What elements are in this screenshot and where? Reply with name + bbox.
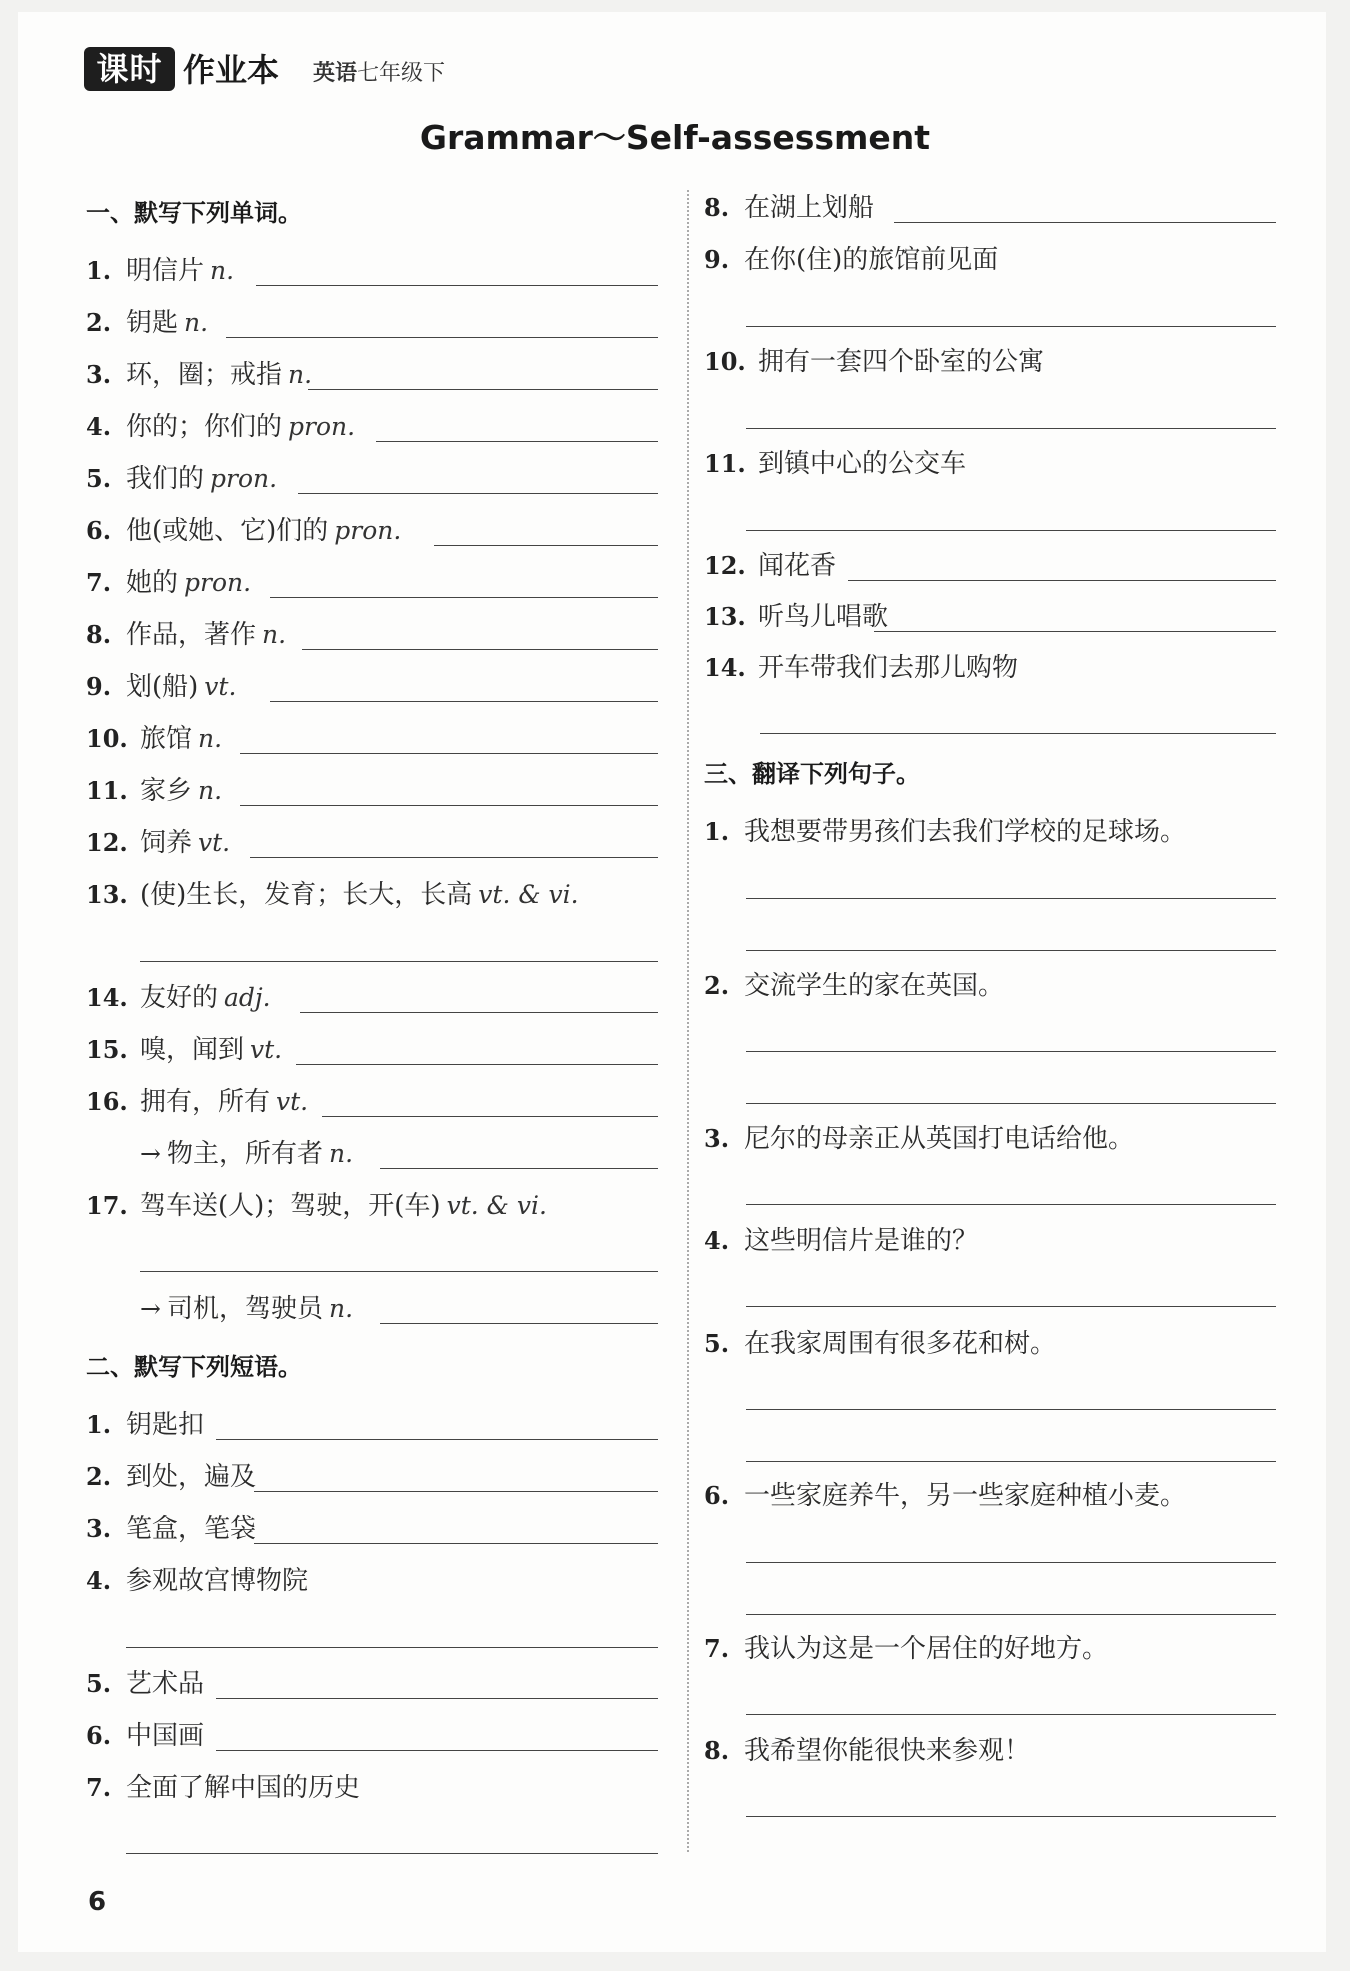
item-number: 17. — [86, 1191, 128, 1220]
sentence-item — [704, 1629, 1276, 1669]
vocab-item-derived — [86, 1289, 658, 1329]
answer-line[interactable] — [270, 701, 658, 702]
item-text: 拥有，所有 vt. — [140, 1087, 309, 1117]
item-text: 开车带我们去那儿购物 — [758, 653, 1019, 683]
vocab-item — [86, 1082, 658, 1122]
answer-line[interactable] — [308, 389, 658, 390]
item-number: 8. — [704, 193, 730, 222]
arrow-icon: → — [140, 1294, 161, 1323]
item-text: 钥匙 n. — [126, 308, 209, 338]
item-text: 你的；你们的 pron. — [126, 412, 356, 442]
answer-line[interactable] — [302, 649, 658, 650]
vocab-item — [86, 667, 658, 707]
vocab-item — [86, 875, 658, 915]
answer-line[interactable] — [434, 545, 658, 546]
answer-line[interactable] — [746, 1816, 1276, 1817]
item-text: → 司机，驾驶员 n. — [140, 1294, 354, 1324]
item-text: 旅馆 n. — [140, 724, 223, 754]
item-text: 一些家庭养牛，另一些家庭种植小麦。 — [744, 1481, 1187, 1511]
answer-line[interactable] — [216, 1750, 658, 1751]
phrase-item — [704, 444, 1276, 484]
item-number: 4. — [86, 412, 112, 441]
page-number: 6 — [88, 1887, 107, 1917]
item-text: 参观故宫博物院 — [126, 1566, 309, 1596]
phrase-item — [704, 597, 1276, 637]
item-text: 钥匙扣 — [126, 1410, 205, 1440]
item-text: 闻花香 — [758, 551, 837, 581]
item-text: 她的 pron. — [126, 568, 252, 598]
item-number: 11. — [86, 776, 128, 805]
item-number: 10. — [704, 347, 746, 376]
subject: 英语 — [313, 61, 358, 86]
phrase-item — [704, 342, 1276, 382]
item-number: 7. — [86, 1773, 112, 1802]
answer-line[interactable] — [746, 1714, 1276, 1715]
answer-line[interactable] — [240, 753, 658, 754]
item-text: 尼尔的母亲正从英国打电话给他。 — [744, 1124, 1135, 1154]
item-number: 9. — [704, 245, 730, 274]
item-number: 12. — [86, 828, 128, 857]
answer-line[interactable] — [270, 597, 658, 598]
phrase-item — [86, 1509, 658, 1549]
phrase-item — [704, 240, 1276, 280]
item-number: 14. — [704, 653, 746, 682]
answer-line[interactable] — [894, 222, 1276, 223]
logo: 课时 — [84, 47, 175, 91]
item-number: 1. — [86, 1410, 112, 1439]
answer-line[interactable] — [874, 631, 1276, 632]
answer-line[interactable] — [746, 1204, 1276, 1205]
item-number: 13. — [704, 602, 746, 631]
answer-line[interactable] — [760, 733, 1276, 734]
item-number: 8. — [704, 1736, 730, 1765]
item-text: 环，圈；戒指 n. — [126, 360, 313, 390]
vocab-item — [86, 303, 658, 343]
item-number: 1. — [704, 817, 730, 846]
item-text: (使)生长，发育；长大，长高 vt. & vi. — [140, 880, 579, 910]
item-text: 我想要带男孩们去我们学校的足球场。 — [744, 817, 1187, 847]
answer-line[interactable] — [746, 1562, 1276, 1563]
answer-line[interactable] — [746, 950, 1276, 951]
answer-line[interactable] — [746, 1051, 1276, 1052]
item-number: 7. — [704, 1634, 730, 1663]
sentence-item — [704, 1119, 1276, 1159]
item-text: 拥有一套四个卧室的公寓 — [758, 347, 1045, 377]
item-text: 中国画 — [126, 1721, 205, 1751]
section3-heading: 三、翻译下列句子。 — [704, 760, 920, 788]
item-text: 到处，遍及 — [126, 1462, 257, 1492]
vocab-item — [86, 1186, 658, 1226]
item-number: 4. — [86, 1566, 112, 1595]
item-number: 5. — [704, 1329, 730, 1358]
section1-heading: 一、默写下列单词。 — [86, 199, 302, 227]
item-text: 家乡 n. — [140, 776, 223, 806]
subject-grade — [313, 60, 445, 88]
item-number: 5. — [86, 1669, 112, 1698]
item-number: 2. — [704, 971, 730, 1000]
item-number: 16. — [86, 1087, 128, 1116]
sentence-item — [704, 1324, 1276, 1364]
item-number: 1. — [86, 256, 112, 285]
vocab-item-derived — [86, 1134, 658, 1174]
answer-line[interactable] — [216, 1698, 658, 1699]
item-text: 在你(住)的旅馆前见面 — [744, 245, 999, 275]
answer-line[interactable] — [746, 1409, 1276, 1410]
item-number: 3. — [704, 1124, 730, 1153]
answer-line[interactable] — [296, 1064, 658, 1065]
item-text: 这些明信片是谁的？ — [744, 1226, 979, 1256]
item-number: 6. — [704, 1481, 730, 1510]
item-text: 在我家周围有很多花和树。 — [744, 1329, 1057, 1359]
answer-line[interactable] — [746, 1103, 1276, 1104]
sentence-item — [704, 812, 1276, 852]
answer-line[interactable] — [746, 1461, 1276, 1462]
item-text: 交流学生的家在英国。 — [744, 971, 1005, 1001]
sentence-item — [704, 1476, 1276, 1516]
answer-line[interactable] — [254, 1491, 658, 1492]
answer-line[interactable] — [380, 1168, 658, 1169]
answer-line[interactable] — [746, 530, 1276, 531]
item-text: 我希望你能很快来参观！ — [744, 1736, 1031, 1766]
item-text: 他(或她、它)们的 pron. — [126, 516, 402, 546]
answer-line[interactable] — [240, 805, 658, 806]
sentence-item — [704, 966, 1276, 1006]
item-number: 5. — [86, 464, 112, 493]
answer-line[interactable] — [300, 1012, 658, 1013]
item-text: 作品，著作 n. — [126, 620, 287, 650]
page-title: Grammar～Self-assessment — [419, 118, 931, 157]
answer-line[interactable] — [126, 1647, 658, 1648]
answer-line[interactable] — [250, 857, 658, 858]
phrase-item — [86, 1457, 658, 1497]
answer-line[interactable] — [256, 285, 658, 286]
item-number: 8. — [86, 620, 112, 649]
phrase-item — [86, 1405, 658, 1445]
item-number: 4. — [704, 1226, 730, 1255]
item-text: 友好的 adj. — [140, 983, 271, 1013]
answer-line[interactable] — [226, 337, 658, 338]
item-number: 6. — [86, 516, 112, 545]
answer-line[interactable] — [140, 961, 658, 962]
vocab-item — [86, 459, 658, 499]
grade: 七年级下 — [357, 61, 446, 86]
answer-line[interactable] — [254, 1543, 658, 1544]
item-number: 9. — [86, 672, 112, 701]
sentence-item — [704, 1221, 1276, 1261]
answer-line[interactable] — [746, 1614, 1276, 1615]
item-number: 14. — [86, 983, 128, 1012]
item-text: 笔盒，笔袋 — [126, 1514, 257, 1544]
vocab-item — [86, 251, 658, 291]
answer-line[interactable] — [746, 428, 1276, 429]
item-text: 在湖上划船 — [744, 193, 875, 223]
item-number: 2. — [86, 308, 112, 337]
item-number: 13. — [86, 880, 128, 909]
item-text: 我们的 pron. — [126, 464, 278, 494]
item-text: 我认为这是一个居住的好地方。 — [744, 1634, 1109, 1664]
phrase-item — [704, 648, 1276, 688]
answer-line[interactable] — [216, 1439, 658, 1440]
item-number: 2. — [86, 1462, 112, 1491]
phrase-item — [704, 188, 1276, 228]
arrow-icon: → — [140, 1139, 161, 1168]
item-number: 6. — [86, 1721, 112, 1750]
answer-line[interactable] — [322, 1116, 658, 1117]
phrase-item — [86, 1664, 658, 1704]
section2-heading: 二、默写下列短语。 — [86, 1353, 302, 1381]
item-number: 7. — [86, 568, 112, 597]
item-text: → 物主，所有者 n. — [140, 1139, 354, 1169]
answer-line[interactable] — [746, 898, 1276, 899]
item-text: 艺术品 — [126, 1669, 205, 1699]
answer-line[interactable] — [746, 326, 1276, 327]
item-number: 3. — [86, 1514, 112, 1543]
item-text: 嗅，闻到 vt. — [140, 1035, 283, 1065]
vocab-item — [86, 355, 658, 395]
item-text: 听鸟儿唱歌 — [758, 602, 889, 632]
phrase-item — [704, 546, 1276, 586]
item-text: 饲养 vt. — [140, 828, 231, 858]
phrase-item — [86, 1716, 658, 1756]
answer-line[interactable] — [380, 1323, 658, 1324]
vocab-item — [86, 771, 658, 811]
answer-line[interactable] — [376, 441, 658, 442]
item-number: 10. — [86, 724, 128, 753]
sentence-item — [704, 1731, 1276, 1771]
item-number: 12. — [704, 551, 746, 580]
answer-line[interactable] — [298, 493, 658, 494]
item-number: 3. — [86, 360, 112, 389]
item-text: 明信片 n. — [126, 256, 235, 286]
item-text: 到镇中心的公交车 — [758, 449, 967, 479]
item-number: 11. — [704, 449, 746, 478]
phrase-item — [86, 1768, 658, 1808]
item-text: 驾车送(人)；驾驶，开(车) vt. & vi. — [140, 1191, 547, 1221]
phrase-item — [86, 1561, 658, 1601]
answer-line[interactable] — [848, 580, 1276, 581]
vocab-item — [86, 563, 658, 603]
column-divider — [687, 190, 689, 1852]
vocab-item — [86, 978, 658, 1018]
vocab-item — [86, 1030, 658, 1070]
vocab-item — [86, 719, 658, 759]
answer-line[interactable] — [126, 1853, 658, 1854]
answer-line[interactable] — [746, 1306, 1276, 1307]
vocab-item — [86, 823, 658, 863]
answer-line[interactable] — [140, 1271, 658, 1272]
vocab-item — [86, 615, 658, 655]
vocab-item — [86, 407, 658, 447]
item-text: 划(船) vt. — [126, 672, 237, 702]
item-number: 15. — [86, 1035, 128, 1064]
vocab-item — [86, 511, 658, 551]
brand-name: 作业本 — [183, 51, 280, 89]
item-text: 全面了解中国的历史 — [126, 1773, 361, 1803]
